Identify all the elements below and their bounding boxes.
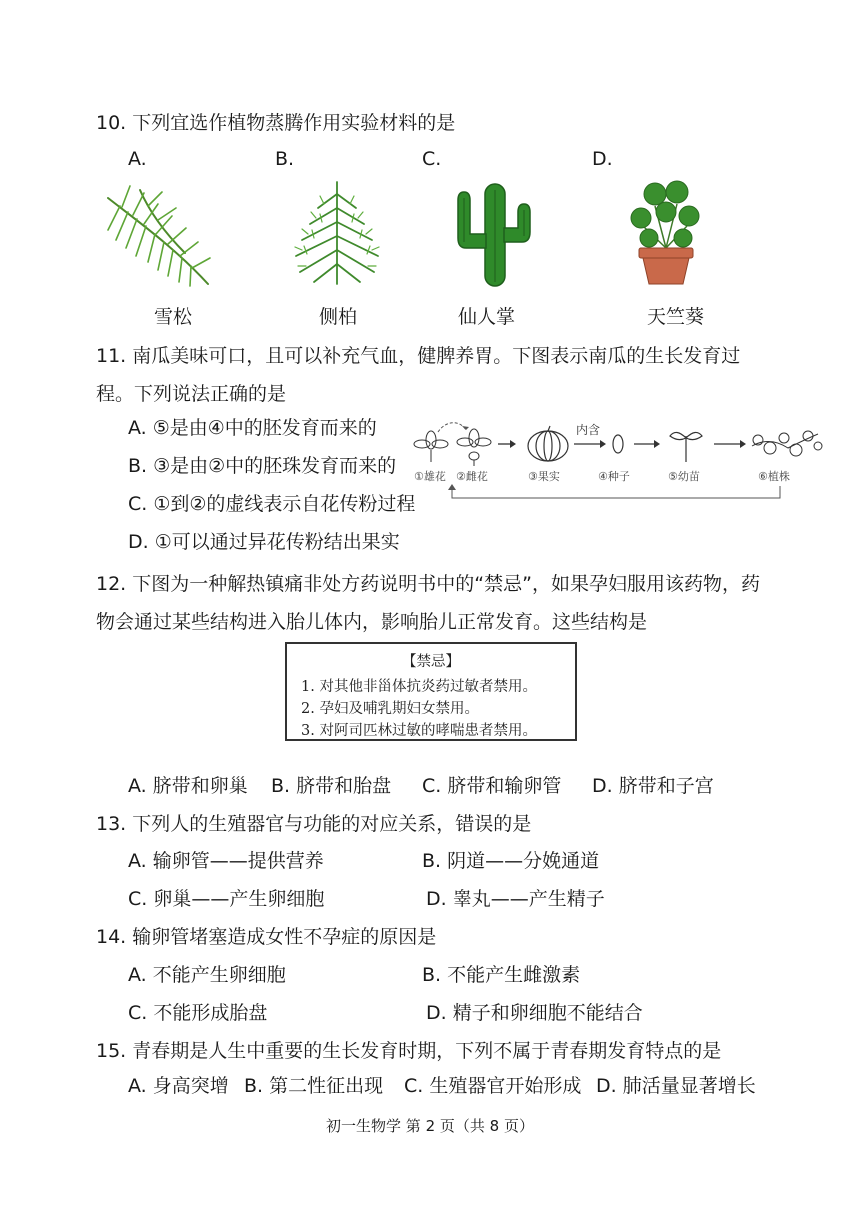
contraindication-notice-box bbox=[285, 642, 577, 741]
stage-label-2: ②雌花 bbox=[456, 470, 488, 483]
q10-option-b-letter: B. bbox=[275, 148, 295, 170]
notice-item-1: 1. 对其他非甾体抗炎药过敏者禁用。 bbox=[301, 679, 537, 695]
female-flower-icon bbox=[457, 429, 491, 466]
notice-item-2: 2. 孕妇及哺乳期妇女禁用。 bbox=[301, 701, 479, 717]
q14-option-c: C. 不能形成胎盘 bbox=[128, 1002, 268, 1024]
q13-option-c: C. 卵巢——产生卵细胞 bbox=[128, 888, 325, 910]
notice-title: 【禁忌】 bbox=[402, 654, 460, 670]
q14-option-b: B. 不能产生雌激素 bbox=[422, 964, 581, 986]
q11-stem-line2: 程。下列说法正确的是 bbox=[96, 383, 287, 405]
q13-option-a: A. 输卵管——提供营养 bbox=[128, 850, 324, 872]
q10-option-a-name: 雪松 bbox=[154, 306, 193, 328]
q13-stem: 13. 下列人的生殖器官与功能的对应关系，错误的是 bbox=[96, 813, 532, 835]
arrow-label: 内含 bbox=[576, 423, 601, 437]
seedling-icon bbox=[670, 432, 702, 462]
geranium-pot-image bbox=[625, 176, 707, 288]
q12-option-d: D. 脐带和子宫 bbox=[592, 775, 714, 797]
q10-option-a-letter: A. bbox=[128, 148, 147, 170]
stage-label-1: ①雄花 bbox=[414, 470, 446, 483]
q11-stem-line1: 11. 南瓜美味可口，且可以补充气血，健脾养胃。下图表示南瓜的生长发育过 bbox=[96, 345, 741, 367]
q14-option-d: D. 精子和卵细胞不能结合 bbox=[426, 1002, 643, 1024]
stage-label-3: ③果实 bbox=[528, 470, 560, 483]
q12-option-b: B. 脐带和胎盘 bbox=[271, 775, 392, 797]
q12-option-c: C. 脐带和输卵管 bbox=[422, 775, 562, 797]
q15-option-c: C. 生殖器官开始形成 bbox=[404, 1075, 582, 1097]
pumpkin-growth-diagram bbox=[408, 418, 828, 508]
male-flower-icon bbox=[414, 431, 448, 462]
seed-icon bbox=[613, 435, 623, 453]
stage-label-4: ④种子 bbox=[598, 470, 630, 483]
q15-option-b: B. 第二性征出现 bbox=[244, 1075, 384, 1097]
cactus-image bbox=[448, 178, 540, 288]
arborvitae-branch-image bbox=[288, 178, 386, 288]
q10-option-c-letter: C. bbox=[422, 148, 442, 170]
q10-option-d-name: 天竺葵 bbox=[647, 306, 705, 328]
q13-option-d: D. 睾丸——产生精子 bbox=[426, 888, 605, 910]
pumpkin-icon bbox=[528, 426, 568, 461]
cedar-branch-image bbox=[100, 178, 215, 288]
q10-option-b-name: 侧柏 bbox=[319, 306, 358, 328]
notice-item-3: 3. 对阿司匹林过敏的哮喘患者禁用。 bbox=[301, 723, 537, 739]
q12-option-a: A. 脐带和卵巢 bbox=[128, 775, 248, 797]
q14-stem: 14. 输卵管堵塞造成女性不孕症的原因是 bbox=[96, 926, 437, 948]
q15-stem: 15. 青春期是人生中重要的生长发育时期，下列不属于青春期发育特点的是 bbox=[96, 1040, 722, 1062]
q11-option-b: B. ③是由②中的胚珠发育而来的 bbox=[128, 455, 397, 477]
q11-option-a: A. ⑤是由④中的胚发育而来的 bbox=[128, 417, 377, 439]
q11-option-d: D. ①可以通过异花传粉结出果实 bbox=[128, 531, 400, 553]
mature-plant-icon bbox=[752, 431, 822, 456]
page-footer: 初一生物学 第 2 页（共 8 页） bbox=[326, 1117, 534, 1135]
q12-stem-line2: 物会通过某些结构进入胎儿体内，影响胎儿正常发育。这些结构是 bbox=[96, 611, 648, 633]
q10-option-c-name: 仙人掌 bbox=[458, 306, 516, 328]
stage-label-6: ⑥植株 bbox=[758, 470, 790, 483]
q15-option-d: D. 肺活量显著增长 bbox=[596, 1075, 756, 1097]
q12-stem-line1: 12. 下图为一种解热镇痛非处方药说明书中的“禁忌”，如果孕妇服用该药物，药 bbox=[96, 573, 760, 595]
stage-label-5: ⑤幼苗 bbox=[668, 470, 700, 483]
q10-stem: 10. 下列宜选作植物蒸腾作用实验材料的是 bbox=[96, 112, 456, 134]
q11-option-c: C. ①到②的虚线表示自花传粉过程 bbox=[128, 493, 416, 515]
q10-option-d-letter: D. bbox=[592, 148, 613, 170]
q14-option-a: A. 不能产生卵细胞 bbox=[128, 964, 286, 986]
q13-option-b: B. 阴道——分娩通道 bbox=[422, 850, 600, 872]
q15-option-a: A. 身高突增 bbox=[128, 1075, 229, 1097]
